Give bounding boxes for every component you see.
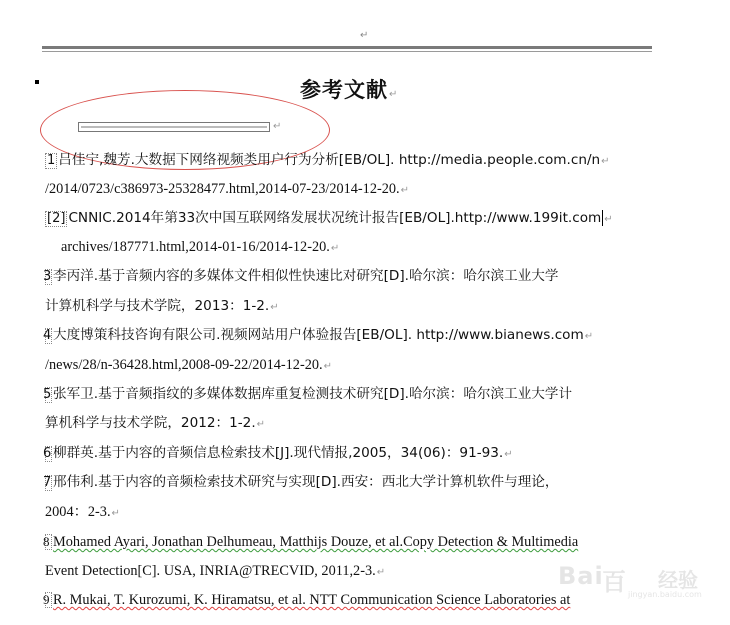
reference-2-line-2: archives/187771.html,2014-01-16/2014-12-20.↵ (61, 239, 340, 255)
paragraph-anchor-icon (35, 80, 39, 84)
reference-2-line-1: [2] CNNIC.2014年第33次中国互联网络发展状况统计报告[EB/OL].http://www.199it.com ↵ (47, 210, 613, 226)
empty-text-field[interactable] (78, 122, 270, 132)
watermark-brand: Bai (558, 562, 604, 590)
reference-8-line-1: 8 Mohamed Ayari, Jonathan Delhumeau, Matthijs Douze, et al.Copy Detection & Multimedia (43, 534, 579, 550)
title-text: 参考文献 (300, 78, 388, 102)
reference-number: 1 (47, 153, 56, 168)
header-paragraph-mark: ↵ (360, 30, 369, 41)
reference-number: 5 (43, 387, 52, 402)
header-rule-thin (42, 51, 652, 52)
header-rule (42, 46, 652, 49)
reference-9-line-1: 9 R. Mukai, T. Kurozumi, K. Hiramatsu, et al. NTT Communication Science Laboratories at (43, 592, 571, 608)
reference-4-line-2: /news/28/n-36428.html,2008-09-22/2014-12-20.↵ (45, 357, 332, 373)
reference-7-line-2: 2004：2-3.↵ (45, 504, 120, 520)
reference-5-line-2: 算机科学与技术学院，2012：1-2.↵ (45, 415, 266, 431)
reference-6-line-1: 6 柳群英.基于内容的音频信息检索技术[J].现代情报,2005，34(06)：91-93.↵ (43, 445, 513, 461)
reference-3-line-2: 计算机科学与技术学院，2013：1-2.↵ (45, 298, 279, 314)
paragraph-mark: ↵ (389, 89, 399, 100)
watermark-url: jingyan.baidu.com (628, 590, 702, 599)
reference-5-line-1: 5 张军卫.基于音频指纹的多媒体数据库重复检测技术研究[D].哈尔滨：哈尔滨工业大学计 (43, 386, 573, 402)
reference-1-line-2: /2014/0723/c386973-25328477.html,2014-07-23/2014-12-20.↵ (45, 181, 410, 197)
watermark-sub: 经验 (658, 568, 698, 592)
reference-number: 8 (45, 534, 52, 550)
reference-number: 9 (45, 592, 52, 608)
reference-number: 6 (43, 446, 52, 461)
reference-8-line-2: Event Detection[C]. USA, INRIA@TRECVID, 2011,2-3.↵ (45, 563, 386, 579)
reference-number: 4 (43, 328, 52, 343)
reference-7-line-1: 7 邢伟利.基于内容的音频检索技术研究与实现[D].西安：西北大学计算机软件与理论， (43, 474, 559, 490)
watermark-brand-tail: 百 (602, 568, 627, 596)
reference-number: 3 (43, 269, 52, 284)
reference-3-line-1: 3 李丙洋.基于音频内容的多媒体文件相似性快速比对研究[D].哈尔滨：哈尔滨工业大学 (43, 268, 559, 284)
reference-number: [2] (47, 211, 66, 226)
page-title (300, 74, 398, 104)
baidu-watermark-logo (558, 558, 702, 599)
reference-1-line-1: 1 吕佳宁,魏芳.大数据下网络视频类用户行为分析[EB/OL]. http://media.people.com.cn/n↵ (47, 152, 610, 168)
reference-4-line-1: 4 大度博策科技咨询有限公司.视频网站用户体验报告[EB/OL]. http://www.bianews.com↵ (43, 327, 594, 343)
reference-number: 7 (43, 475, 52, 490)
paragraph-mark: ↵ (273, 121, 282, 132)
